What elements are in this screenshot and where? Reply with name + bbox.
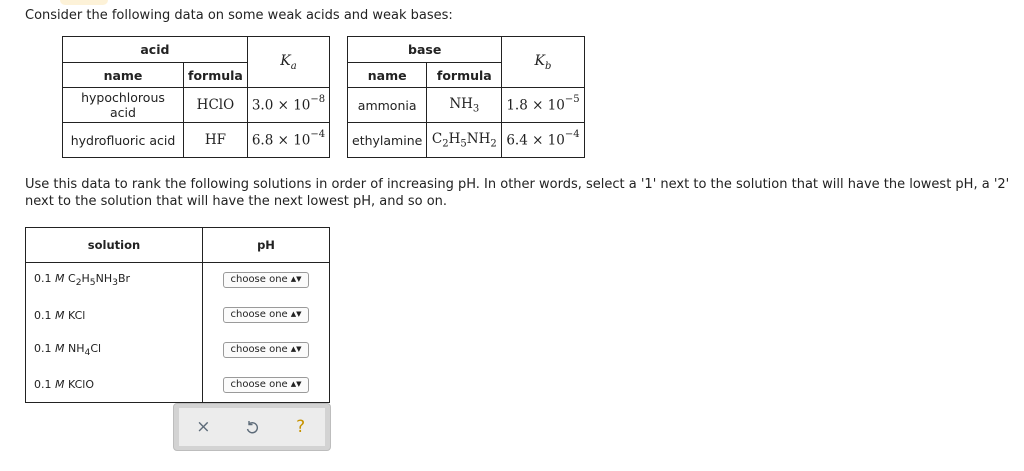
acid-name: hypochlorous acid [63, 88, 184, 123]
undo-icon[interactable] [237, 420, 267, 435]
solution-label: 0.1 M $NH_4Cl$ [26, 333, 203, 368]
base-header: base [348, 37, 502, 63]
acid-ka: $3.0 \times 10^{-8}$ [247, 88, 329, 123]
updown-arrow-icon: ▲▼ [290, 379, 302, 388]
acid-header: acid [63, 37, 248, 63]
instructions: Use this data to rank the following solutions in order of increasing pH. In other words, select a '1' next to the solution that will have the lowest pH, a '2' next to the solution that will have the next lowest pH, and so on. [25, 177, 1010, 209]
acid-ka: $6.8 \times 10^{-4}$ [247, 123, 329, 158]
table-row [26, 333, 330, 368]
acid-formula: HF [184, 123, 248, 158]
ph-rank-select[interactable]: choose one ▲▼ [223, 377, 308, 393]
updown-arrow-icon: ▲▼ [290, 275, 302, 284]
kb-header: $K_b$ [502, 37, 584, 88]
rank-table [25, 227, 330, 403]
acid-name-header: name [63, 63, 184, 88]
action-bar [173, 403, 331, 451]
base-name-header: name [348, 63, 427, 88]
solution-label: 0.1 M KClO [26, 368, 203, 403]
solution-header: solution [26, 228, 203, 263]
ph-header: pH [203, 228, 330, 263]
acid-name: hydrofluoric acid [63, 123, 184, 158]
base-formula-header: formula [427, 63, 502, 88]
acid-table [62, 36, 330, 158]
ph-rank-select[interactable]: choose one ▲▼ [223, 307, 308, 323]
updown-arrow-icon: ▲▼ [290, 310, 302, 318]
base-formula: $NH_3$ [427, 88, 502, 123]
updown-arrow-icon: ▲▼ [290, 345, 302, 353]
acid-formula-header: formula [184, 63, 248, 88]
base-table [347, 36, 585, 158]
table-row [26, 368, 330, 403]
acid-formula: HClO [184, 88, 248, 123]
ka-header: $K_a$ [247, 37, 329, 88]
base-name: ethylamine [348, 123, 427, 158]
top-tint [60, 0, 108, 5]
solution-label: 0.1 M $C_2H_5NH_3Br$ [26, 263, 203, 298]
table-row [26, 263, 330, 298]
base-kb: $1.8 \times 10^{-5}$ [502, 88, 584, 123]
solution-label: 0.1 M KCl [26, 298, 203, 333]
base-formula: $C_2H_5NH_2$ [427, 123, 502, 158]
intro-text: Consider the following data on some weak acids and weak bases: [25, 8, 453, 23]
base-name: ammonia [348, 88, 427, 123]
table-row [26, 298, 330, 333]
close-icon[interactable]: × [196, 417, 211, 437]
ph-rank-select[interactable]: choose one ▲▼ [223, 342, 308, 358]
base-kb: $6.4 \times 10^{-4}$ [502, 123, 584, 158]
ph-rank-select[interactable]: choose one ▲▼ [223, 272, 308, 288]
help-icon[interactable]: ? [296, 417, 306, 437]
